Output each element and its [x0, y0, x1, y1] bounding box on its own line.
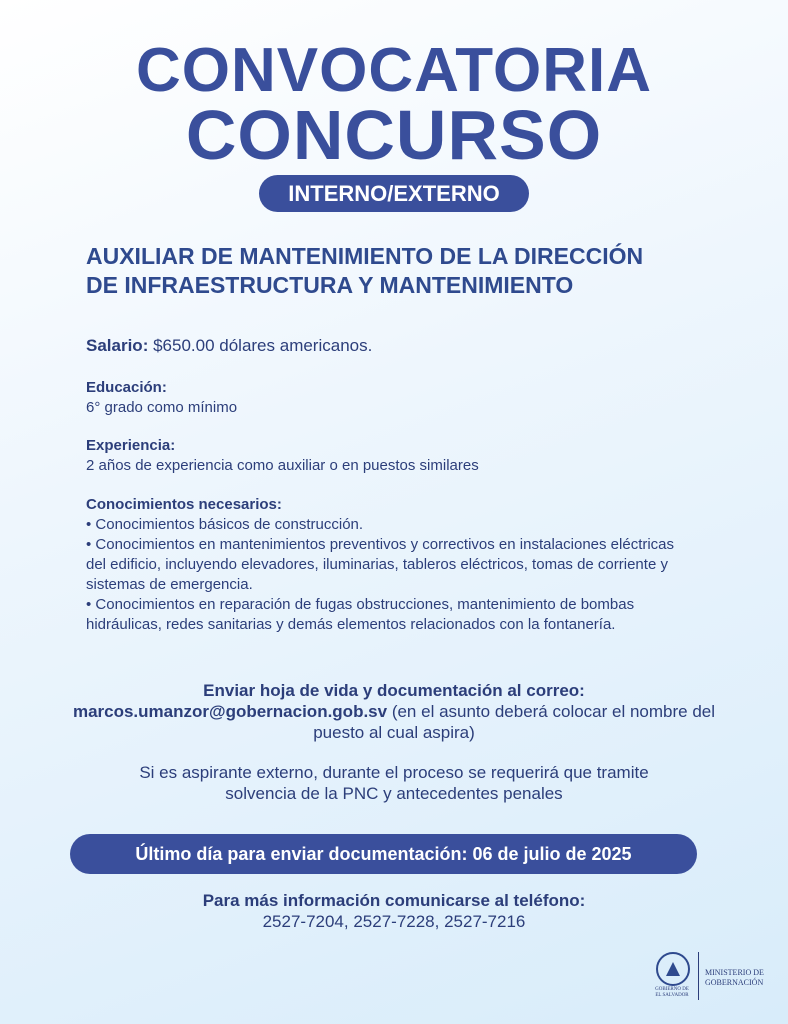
coat-of-arms-icon: [656, 952, 690, 986]
badge-interno-externo: INTERNO/EXTERNO: [259, 175, 529, 212]
knowledge-label: Conocimientos necesarios:: [86, 496, 282, 513]
application-email-line: [60, 701, 728, 743]
ministry-line2: GOBERNACIÓN: [705, 978, 764, 987]
gov-line1: GOBIERNO DE: [655, 987, 689, 992]
knowledge-item: • Conocimientos en mantenimientos preventivos y correctivos en instalaciones eléctricas del edificio, incluyendo elevadores, iluminarias, tableros eléctricos, tomas de corriente y sistemas de emergencia.: [86, 536, 675, 593]
ministry-text: [705, 968, 775, 988]
knowledge-item: • Conocimientos en reparación de fugas obstrucciones, mantenimiento de bombas hidráulicas, redes sanitarias y demás elementos relacionados con la fontanería.: [86, 596, 635, 633]
application-note: (en el asunto deberá colocar el nombre del puesto al cual aspira): [313, 702, 716, 742]
education-value: 6° grado como mínimo: [86, 399, 238, 416]
education-label: Educación:: [86, 379, 167, 396]
ministry-logo: [652, 950, 772, 1006]
experience-label: Experiencia:: [86, 437, 176, 454]
salary-section: [86, 336, 706, 356]
education-section: [86, 378, 706, 418]
application-heading: Enviar hoja de vida y documentación al correo:: [203, 681, 585, 700]
position-title-line1: AUXILIAR DE MANTENIMIENTO DE LA DIRECCIÓN: [86, 243, 644, 269]
application-instructions: [60, 680, 728, 743]
contact-phones: 2527-7204, 2527-7228, 2527-7216: [262, 912, 526, 931]
government-text: [652, 987, 692, 999]
ministry-line1: MINISTERIO DE: [705, 968, 764, 977]
external-applicant-note: Si es aspirante externo, durante el proceso se requerirá que tramite solvencia de la PNC y antecedentes penales: [139, 763, 649, 803]
position-title: [86, 242, 726, 300]
deadline-banner: Último día para enviar documentación: 06 de julio de 2025: [70, 834, 697, 874]
experience-section: [86, 436, 706, 476]
salary-value: $650.00 dólares americanos.: [148, 336, 373, 355]
salary-label: Salario:: [86, 336, 149, 355]
title-convocatoria: CONVOCATORIA: [135, 36, 653, 105]
knowledge-item: • Conocimientos básicos de construcción.: [86, 516, 364, 533]
title-concurso: CONCURSO: [185, 96, 603, 174]
experience-value: 2 años de experiencia como auxiliar o en puestos similares: [86, 457, 479, 474]
logo-divider: [698, 952, 699, 1000]
application-email-link[interactable]: marcos.umanzor@gobernacion.gob.sv: [72, 702, 388, 721]
gov-line2: EL SALVADOR: [655, 993, 689, 998]
position-title-line2: DE INFRAESTRUCTURA Y MANTENIMIENTO: [86, 272, 574, 298]
contact-info: [60, 890, 728, 932]
contact-heading: Para más información comunicarse al teléfono:: [202, 891, 586, 910]
knowledge-section: [86, 495, 696, 635]
